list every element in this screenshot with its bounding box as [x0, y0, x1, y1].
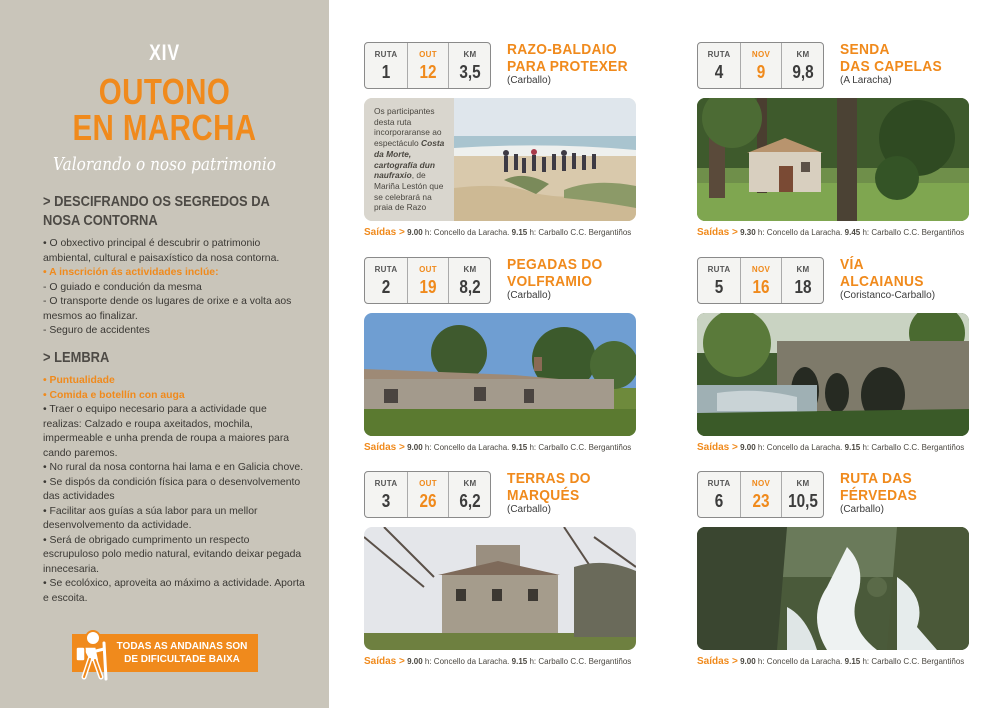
- departure-time-2: 9.15: [844, 443, 861, 452]
- departures: [364, 227, 631, 238]
- ruta-number: 4: [714, 62, 724, 82]
- departure-stop-1: h: Concello da Laracha.: [422, 228, 510, 237]
- section-body-lembra: [43, 374, 305, 606]
- departures: [697, 656, 964, 667]
- ruta-number: 6: [714, 491, 724, 511]
- route-title-line: TERRAS DO: [507, 470, 591, 487]
- route-place: (Carballo): [840, 504, 884, 515]
- departure-time-1: 9.00: [407, 228, 423, 237]
- day-number: 23: [752, 491, 770, 511]
- badge-text-line: TODAS AS ANDAINAS SON: [116, 641, 248, 652]
- departures: [364, 442, 631, 453]
- km-value: 10,5: [788, 491, 818, 511]
- route-title-line: VOLFRAMIO: [507, 273, 593, 290]
- description-text: Os participantes desta ruta incorporaranse ao espectáculo: [374, 106, 442, 149]
- route-title-line: ALCAIANUS: [840, 273, 924, 290]
- departure-stop-1: h: Concello da Laracha.: [755, 443, 843, 452]
- departure-stop-2: h: Carballo C.C. Bergantiños: [860, 443, 965, 452]
- departure-stop-1: h: Concello da Laracha.: [755, 228, 843, 237]
- sidebar: [0, 0, 329, 708]
- departure-stop-1: h: Concello da Laracha.: [422, 443, 510, 452]
- km-value: 18: [794, 277, 812, 297]
- route-card: [364, 42, 639, 242]
- event-title-line1: OUTONO: [98, 71, 231, 112]
- departures: [697, 227, 964, 238]
- list-item: • No rural da nosa contorna hai lama e en Galicia chove.: [43, 462, 304, 473]
- km-label: KM: [463, 50, 477, 59]
- departures-label: Saídas >: [697, 442, 738, 453]
- departure-time-2: 9.15: [844, 657, 861, 666]
- departure-time-2: 9.15: [511, 443, 528, 452]
- paragraph: - O guiado e condución da mesma: [43, 281, 202, 293]
- route-title: [507, 470, 591, 504]
- section-heading-descifrando: [43, 192, 270, 230]
- ruta-label: RUTA: [707, 265, 731, 274]
- km-value: 6,2: [459, 491, 481, 511]
- route-stats: [697, 471, 824, 518]
- section-body-descifrando: [43, 237, 305, 339]
- route-place: (Carballo): [507, 75, 551, 86]
- route-stats: [697, 42, 824, 89]
- paragraph: • O obxectivo principal é descubrir o patrimonio ambiental, cultural e paisaxístico da nosa contorna.: [43, 238, 280, 264]
- departures: [364, 656, 631, 667]
- route-photo-bridge: [697, 313, 969, 436]
- list-item: • Facilitar aos guías a súa labor para un mellor desenvolvemento da actividade.: [43, 505, 258, 531]
- departure-stop-2: h: Carballo C.C. Bergantiños: [860, 228, 965, 237]
- departures-label: Saídas >: [697, 656, 738, 667]
- list-item: • Se dispós da condición física para o desenvolvemento das actividades: [43, 476, 301, 502]
- departure-stop-1: h: Concello da Laracha.: [755, 657, 843, 666]
- badge-text: [108, 640, 256, 666]
- month-label: OUT: [419, 479, 437, 488]
- month-label: OUT: [419, 265, 437, 274]
- route-title: [507, 41, 628, 75]
- route-title-line: FÉRVEDAS: [840, 487, 918, 504]
- route-title-line: SENDA: [840, 41, 890, 58]
- month-label: NOV: [751, 479, 771, 488]
- departures-label: Saídas >: [364, 227, 405, 238]
- day-number: 26: [419, 491, 437, 511]
- route-title: [507, 256, 603, 290]
- ruta-label: RUTA: [374, 265, 398, 274]
- list-item: • Se ecolóxico, aproveita ao máximo a actividade. Aporta e escoita.: [43, 578, 305, 604]
- km-value: 9,8: [792, 62, 814, 82]
- ruta-label: RUTA: [374, 479, 398, 488]
- departures-label: Saídas >: [364, 656, 405, 667]
- route-title: [840, 470, 917, 504]
- ruta-number: 5: [714, 277, 724, 297]
- route-title-line: DAS CAPELAS: [840, 58, 942, 75]
- departure-time-2: 9.45: [844, 228, 861, 237]
- section-heading-line: > DESCIFRANDO OS SEGREDOS DA: [43, 193, 270, 210]
- route-place: (Carballo): [507, 290, 551, 301]
- list-item: • Comida e botellín con auga: [43, 389, 185, 401]
- km-value: 8,2: [459, 277, 481, 297]
- badge-text-line: DE DIFICULTADE BAIXA: [124, 654, 240, 665]
- route-stats: [697, 257, 824, 304]
- ruta-label: RUTA: [707, 479, 731, 488]
- departure-time-1: 9.00: [740, 657, 756, 666]
- route-card: [697, 257, 972, 457]
- route-card: [364, 471, 639, 671]
- description-text: , de Mariña Lestón que se celebrará na praia de Razo: [374, 170, 444, 213]
- event-subtitle: Valorando o noso patrimonio: [52, 154, 277, 175]
- route-stats: [364, 471, 491, 518]
- route-title-line: RAZO-BALDAIO: [507, 41, 617, 58]
- departure-time-1: 9.00: [407, 443, 423, 452]
- departure-time-1: 9.00: [740, 443, 756, 452]
- event-title-line2: EN MARCHA: [72, 107, 257, 148]
- km-label: KM: [463, 265, 477, 274]
- departure-time-2: 9.15: [511, 228, 528, 237]
- route-photo-farmhouse: [364, 313, 636, 436]
- day-number: 9: [756, 62, 766, 82]
- section-heading-line: NOSA CONTORNA: [43, 212, 158, 229]
- day-number: 16: [752, 277, 770, 297]
- ruta-number: 3: [381, 491, 391, 511]
- route-card: [364, 257, 639, 457]
- route-title-line: PARA PROTEXER: [507, 58, 628, 75]
- departures: [697, 442, 964, 453]
- month-label: NOV: [751, 265, 771, 274]
- list-item: • Será de obrigado cumprimento un respecto escrupuloso polo medio natural, evitando deixar pegada innecesaria.: [43, 534, 302, 575]
- route-title: [840, 256, 924, 290]
- ruta-number: 2: [381, 277, 391, 297]
- route-title: [840, 41, 942, 75]
- ruta-label: RUTA: [707, 50, 731, 59]
- route-stats: [364, 42, 491, 89]
- route-title-line: RUTA DAS: [840, 470, 912, 487]
- km-label: KM: [796, 265, 810, 274]
- departure-time-2: 9.15: [511, 657, 528, 666]
- route-photo-chapel: [697, 98, 969, 221]
- description-emphasis: Costa da Morte, cartografía dun naufraxio: [374, 138, 445, 181]
- departure-stop-2: h: Carballo C.C. Bergantiños: [860, 657, 965, 666]
- ruta-label: RUTA: [374, 50, 398, 59]
- departure-stop-2: h: Carballo C.C. Bergantiños: [527, 228, 632, 237]
- day-number: 19: [419, 277, 437, 297]
- departure-time-1: 9.30: [740, 228, 756, 237]
- month-label: OUT: [419, 50, 437, 59]
- route-description: [364, 98, 454, 221]
- route-place: (A Laracha): [840, 75, 892, 86]
- departure-time-1: 9.00: [407, 657, 423, 666]
- difficulty-badge: [68, 629, 258, 677]
- km-label: KM: [796, 479, 810, 488]
- paragraph-highlight: • A inscrición ás actividades inclúe:: [43, 267, 219, 278]
- departures-label: Saídas >: [364, 442, 405, 453]
- route-photo-waterfall: [697, 527, 969, 650]
- route-title-line: MARQUÉS: [507, 487, 580, 504]
- km-label: KM: [796, 50, 810, 59]
- route-stats: [364, 257, 491, 304]
- ruta-number: 1: [381, 62, 391, 82]
- departure-stop-1: h: Concello da Laracha.: [422, 657, 510, 666]
- departures-label: Saídas >: [697, 227, 738, 238]
- route-place: (Carballo): [507, 504, 551, 515]
- paragraph: - O transporte dende os lugares de orixe e a volta aos mesmos ao finalizar.: [43, 296, 292, 322]
- section-heading-lembra: > LEMBRA: [43, 349, 110, 366]
- route-title-line: VÍA: [840, 256, 864, 273]
- km-value: 3,5: [459, 62, 481, 82]
- route-card: [697, 42, 972, 242]
- edition-number: XIV: [149, 40, 180, 65]
- list-item: • Traer o equipo necesario para a actividade que realizas: Calzado e roupa axeitados, mochila, impermeable e unha prenda de roupa a maiores para cando paremos.: [43, 404, 290, 459]
- month-label: NOV: [751, 50, 771, 59]
- departure-stop-2: h: Carballo C.C. Bergantiños: [527, 443, 632, 452]
- paragraph: - Seguro de accidentes: [43, 325, 150, 336]
- list-item: • Puntualidade: [43, 375, 115, 386]
- day-number: 12: [419, 62, 437, 82]
- departure-stop-2: h: Carballo C.C. Bergantiños: [527, 657, 632, 666]
- route-place: (Coristanco-Carballo): [840, 290, 936, 301]
- route-title-line: PEGADAS DO: [507, 256, 603, 273]
- route-photo-manor: [364, 527, 636, 650]
- km-label: KM: [463, 479, 477, 488]
- route-card: [697, 471, 972, 671]
